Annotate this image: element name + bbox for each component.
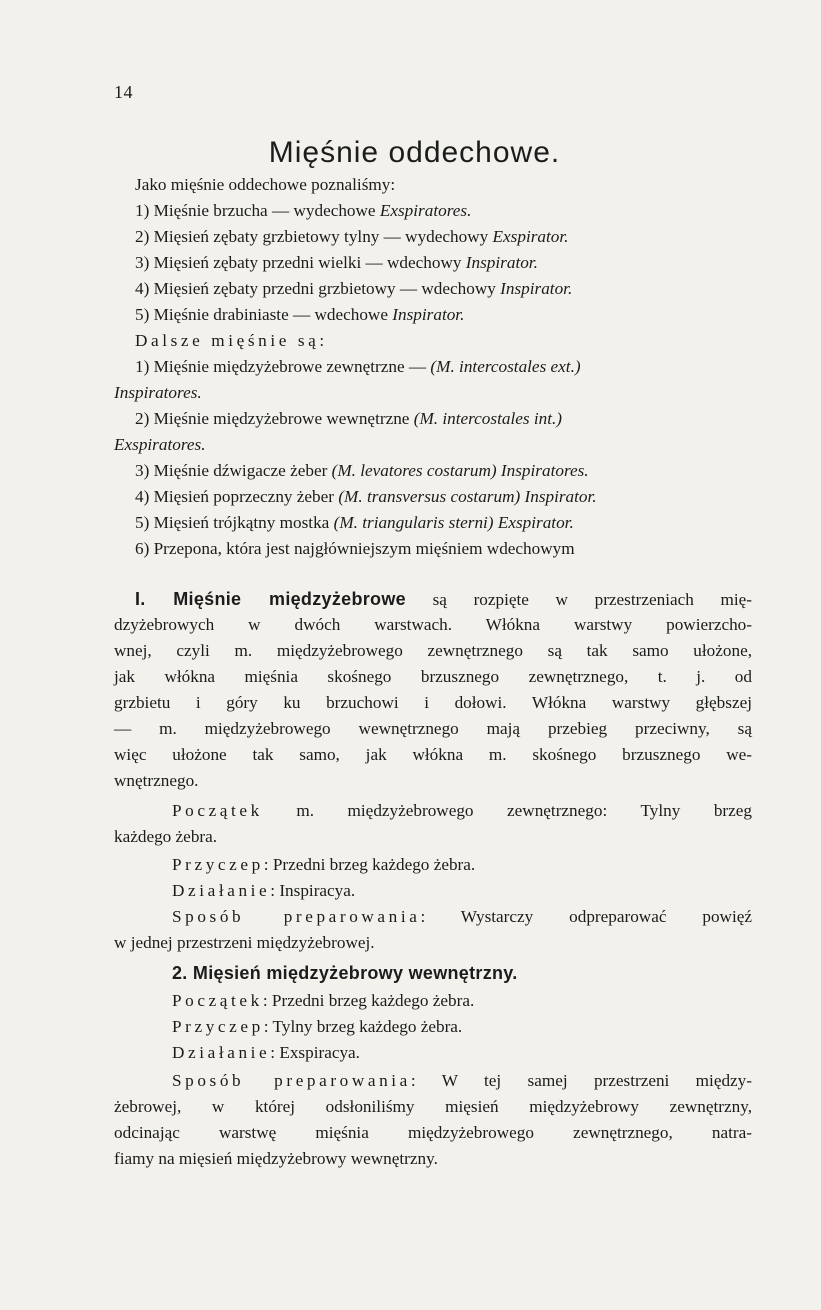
list2-item-5: 5) Mięsień trójkątny mostka (M. triangularis sterni) Exspirator. <box>135 513 574 532</box>
further-label: Dalsze mięśnie są: <box>135 331 328 350</box>
intro-line: Jako mięśnie oddechowe poznaliśmy: <box>135 175 396 194</box>
list2-item-6: 6) Przepona, która jest najgłówniejszym mięśniem wdechowym <box>135 539 575 558</box>
section1-line: dzyżebrowych w dwóch warstwach. Włókna warstwy powierzcho- <box>114 615 752 634</box>
section2-insertion: Przyczep: Tylny brzeg każdego żebra. <box>172 1017 463 1036</box>
list1-item-2: 2) Mięsień zębaty grzbietowy tylny — wydechowy Exspirator. <box>135 227 569 246</box>
list2-item-1: 1) Mięśnie międzyżebrowe zewnętrzne — (M. intercostales ext.) <box>135 357 581 376</box>
section1-line: jak włókna mięśnia skośnego brzusznego zewnętrznego, t. j. od <box>114 667 752 686</box>
list1-item-3: 3) Mięsień zębaty przedni wielki — wdechowy Inspirator. <box>135 253 538 272</box>
list2-item-1-cont: Inspiratores. <box>114 383 202 402</box>
section2-preparation-line: odcinając warstwę mięśnia międzyżebrowego zewnętrznego, natra- <box>114 1123 752 1142</box>
section1-line: — m. międzyżebrowego wewnętrznego mają przebieg przeciwny, są <box>114 719 752 738</box>
section2-preparation-line: żebrowej, w której odsłoniliśmy mięsień międzyżebrowy zewnętrzny, <box>114 1097 752 1116</box>
list2-item-2-cont: Exspiratores. <box>114 435 206 454</box>
page-title: Mięśnie oddechowe. <box>268 136 561 169</box>
section1-heading: I. Mięśnie międzyżebrowe <box>135 589 406 609</box>
list2-item-2: 2) Mięśnie międzyżebrowe wewnętrzne (M. intercostales int.) <box>135 409 563 428</box>
section1-insertion: Przyczep: Przedni brzeg każdego żebra. <box>172 855 476 874</box>
section1-action: Działanie: Inspiracya. <box>172 881 356 900</box>
section1-line: grzbietu i góry ku brzuchowi i dołowi. Włókna warstwy głębszej <box>114 693 752 712</box>
section1-origin-cont: każdego żebra. <box>114 827 218 846</box>
section2-preparation: Sposób preparowania: W tej samej przestrzeni między- <box>172 1071 752 1090</box>
section2-action: Działanie: Exspiracya. <box>172 1043 360 1062</box>
section1-line: wnej, czyli m. międzyżebrowego zewnętrznego są tak samo ułożone, <box>114 641 752 660</box>
list1-item-5: 5) Mięśnie drabiniaste — wdechowe Inspirator. <box>135 305 465 324</box>
section1-preparation-cont: w jednej przestrzeni międzyżebrowej. <box>114 933 375 952</box>
list2-item-4: 4) Mięsień poprzeczny żeber (M. transversus costarum) Inspirator. <box>135 487 597 506</box>
page-number: 14 <box>114 82 133 102</box>
list1-item-1: 1) Mięśnie brzucha — wydechowe Exspiratores. <box>135 201 472 220</box>
section2-preparation-line: fiamy na mięsień międzyżebrowy wewnętrzny. <box>114 1149 438 1168</box>
list1-item-4: 4) Mięsień zębaty przedni grzbietowy — wdechowy Inspirator. <box>135 279 573 298</box>
section1-first-line: I. Mięśnie międzyżebrowe są rozpięte w przestrzeniach mię- <box>135 589 752 609</box>
section1-preparation: Sposób preparowania: Wystarczy odpreparować powięź <box>172 907 752 926</box>
section1-line: więc ułożone tak samo, jak włókna m. skośnego brzusznego we- <box>114 745 752 764</box>
section1-origin: Początek m. międzyżebrowego zewnętrznego: Tylny brzeg <box>172 801 752 820</box>
list2-item-3: 3) Mięśnie dźwigacze żeber (M. levatores costarum) Inspiratores. <box>135 461 589 480</box>
section2-origin: Początek: Przedni brzeg każdego żebra. <box>172 991 475 1010</box>
section1-line: wnętrznego. <box>114 771 199 790</box>
section2-heading: 2. Mięsień międzyżebrowy wewnętrzny. <box>172 963 518 983</box>
